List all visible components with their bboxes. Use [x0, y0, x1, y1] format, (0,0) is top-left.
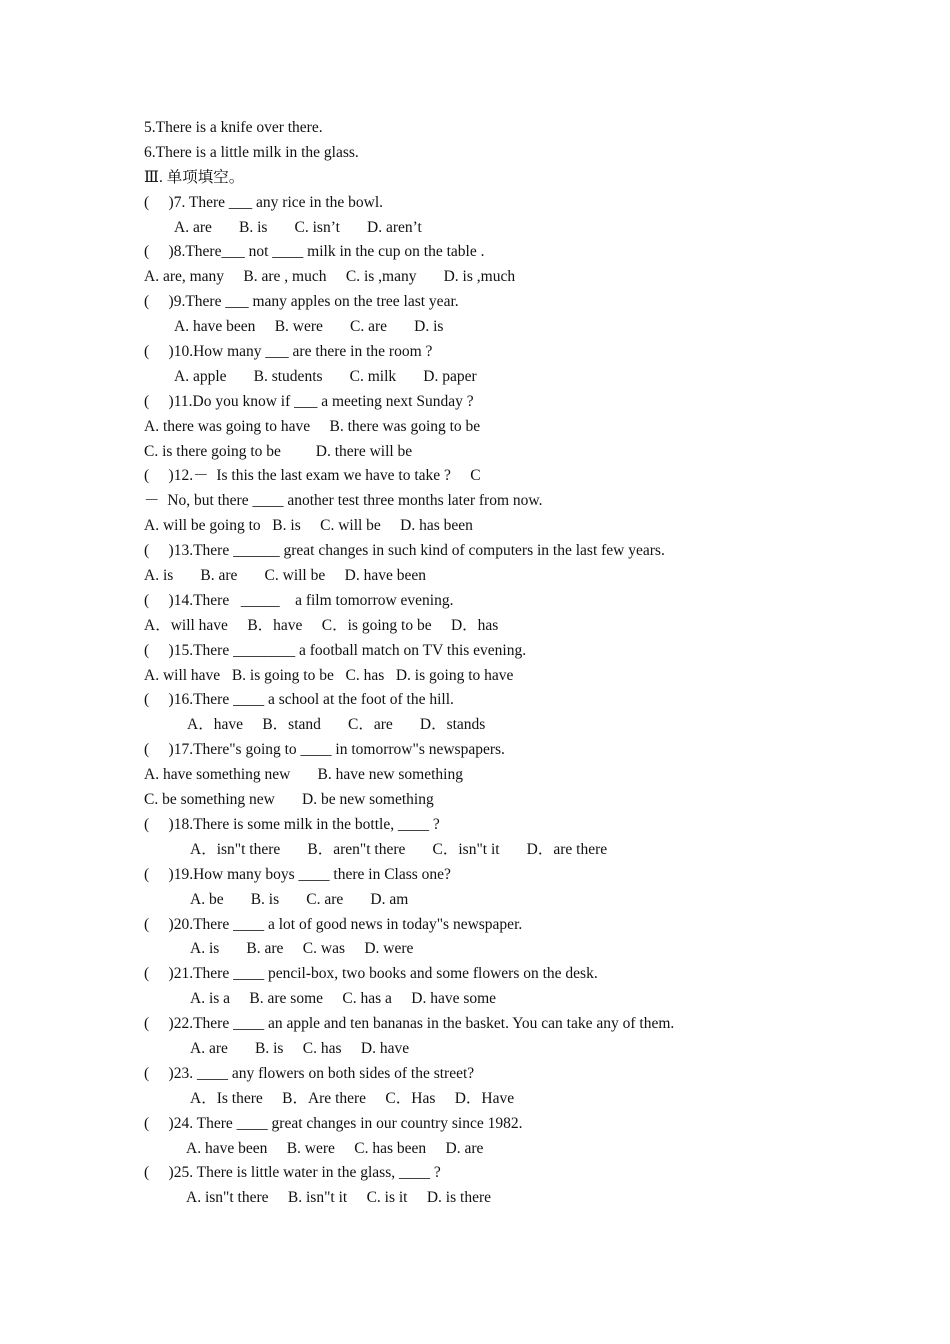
document-line [0, 1112, 950, 1137]
document-body [0, 116, 950, 1211]
document-line [0, 763, 950, 788]
document-line [0, 589, 950, 614]
line-text: A. have been B. were C. are D. is [174, 318, 444, 336]
line-text: ( )12.－ Is this the last exam we have to take ? C [144, 467, 481, 485]
line-text: 5.There is a knife over there. [144, 119, 323, 136]
line-text: A. are B. is C. isn’t D. aren’t [174, 218, 422, 236]
document-line [0, 564, 950, 589]
line-text: ( )19.How many boys ____ there in Class one? [144, 865, 451, 883]
document-line [0, 962, 950, 987]
line-text: A．Is there B．Are there C．Has D．Have [190, 1089, 515, 1107]
document-line [0, 614, 950, 639]
document-line [0, 713, 950, 738]
document-line [0, 639, 950, 664]
document-line [0, 216, 950, 241]
line-text: ( )24. There ____ great changes in our country since 1982. [144, 1114, 523, 1132]
document-line [0, 365, 950, 390]
line-text: ( )10.How many ___ are there in the room ? [144, 343, 433, 361]
document-line [0, 290, 950, 315]
line-text: A．have B．stand C．are D．stands [187, 716, 486, 734]
document-line [0, 489, 950, 514]
line-text: Ⅲ. 单项填空。 [144, 168, 245, 186]
line-text: ( )18.There is some milk in the bottle, ____ ? [144, 815, 440, 833]
document-line [0, 738, 950, 763]
line-text: ( )23. ____ any flowers on both sides of the street? [144, 1064, 475, 1082]
document-line [0, 664, 950, 689]
document-line [0, 166, 950, 191]
line-text: C. is there going to be D. there will be [144, 442, 413, 460]
document-line [0, 688, 950, 713]
document-line [0, 265, 950, 290]
line-text: ( )20.There ____ a lot of good news in today"s newspaper. [144, 915, 523, 933]
document-line [0, 191, 950, 216]
line-text: A. are, many B. are , much C. is ,many D. is ,much [144, 268, 516, 286]
document-line [0, 340, 950, 365]
document-line [0, 813, 950, 838]
document-line [0, 1137, 950, 1162]
document-line [0, 1161, 950, 1186]
line-text: A. have been B. were C. has been D. are [186, 1139, 484, 1157]
line-text: ( )7. There ___ any rice in the bowl. [144, 193, 384, 211]
line-text: A. will be going to B. is C. will be D. has been [144, 517, 473, 535]
document-line [0, 539, 950, 564]
line-text: ( )15.There ________ a football match on TV this evening. [144, 641, 527, 659]
line-text: A. is a B. are some C. has a D. have some [190, 990, 497, 1008]
line-text: ( )16.There ____ a school at the foot of the hill. [144, 691, 454, 709]
line-text: A．isn"t there B．aren"t there C．isn"t it D．are there [190, 840, 608, 858]
line-text: ( )13.There ______ great changes in such kind of computers in the last few years. [144, 542, 665, 560]
line-text: ( )17.There"s going to ____ in tomorrow"s newspapers. [144, 741, 505, 759]
document-line [0, 1186, 950, 1211]
line-text: ( )11.Do you know if ___ a meeting next Sunday ? [144, 392, 474, 410]
line-text: A. is B. are C. will be D. have been [144, 567, 426, 585]
line-text: ( )14.There _____ a film tomorrow evening. [144, 591, 454, 609]
document-line [0, 141, 950, 166]
line-text: ( )22.There ____ an apple and ten bananas in the basket. You can take any of them. [144, 1015, 675, 1033]
line-text: ( )25. There is little water in the glass, ____ ? [144, 1164, 441, 1182]
line-text: A. have something new B. have new something [144, 766, 463, 784]
document-line [0, 1087, 950, 1112]
line-text: A. isn"t there B. isn"t it C. is it D. is there [186, 1189, 491, 1207]
document-line [0, 464, 950, 489]
document-line [0, 913, 950, 938]
line-text: A．will have B．have C．is going to be D．has [144, 616, 499, 634]
line-text: A. apple B. students C. milk D. paper [174, 367, 477, 385]
document-line [0, 1062, 950, 1087]
line-text: ( )21.There ____ pencil-box, two books and some flowers on the desk. [144, 965, 598, 983]
document-line [0, 888, 950, 913]
document-line [0, 390, 950, 415]
line-text: A. be B. is C. are D. am [190, 890, 409, 908]
line-text: A. is B. are C. was D. were [190, 940, 414, 958]
line-text: 6.There is a little milk in the glass. [144, 143, 359, 161]
document-line [0, 987, 950, 1012]
line-text: ( )8.There___ not ____ milk in the cup on the table . [144, 243, 485, 261]
document-line [0, 315, 950, 340]
document-line [0, 116, 950, 141]
document-line [0, 240, 950, 265]
line-text: A. there was going to have B. there was going to be [144, 417, 481, 435]
document-line [0, 863, 950, 888]
line-text: ( )9.There ___ many apples on the tree last year. [144, 293, 459, 311]
document-line [0, 1037, 950, 1062]
document-line [0, 937, 950, 962]
line-text: C. be something new D. be new something [144, 791, 434, 809]
document-line [0, 838, 950, 863]
document-line [0, 1012, 950, 1037]
line-text: － No, but there ____ another test three months later from now. [144, 492, 543, 510]
document-line [0, 440, 950, 465]
document-line [0, 415, 950, 440]
line-text: A. are B. is C. has D. have [190, 1039, 410, 1057]
document-line [0, 788, 950, 813]
line-text: A. will have B. is going to be C. has D. is going to have [144, 666, 514, 684]
document-line [0, 514, 950, 539]
